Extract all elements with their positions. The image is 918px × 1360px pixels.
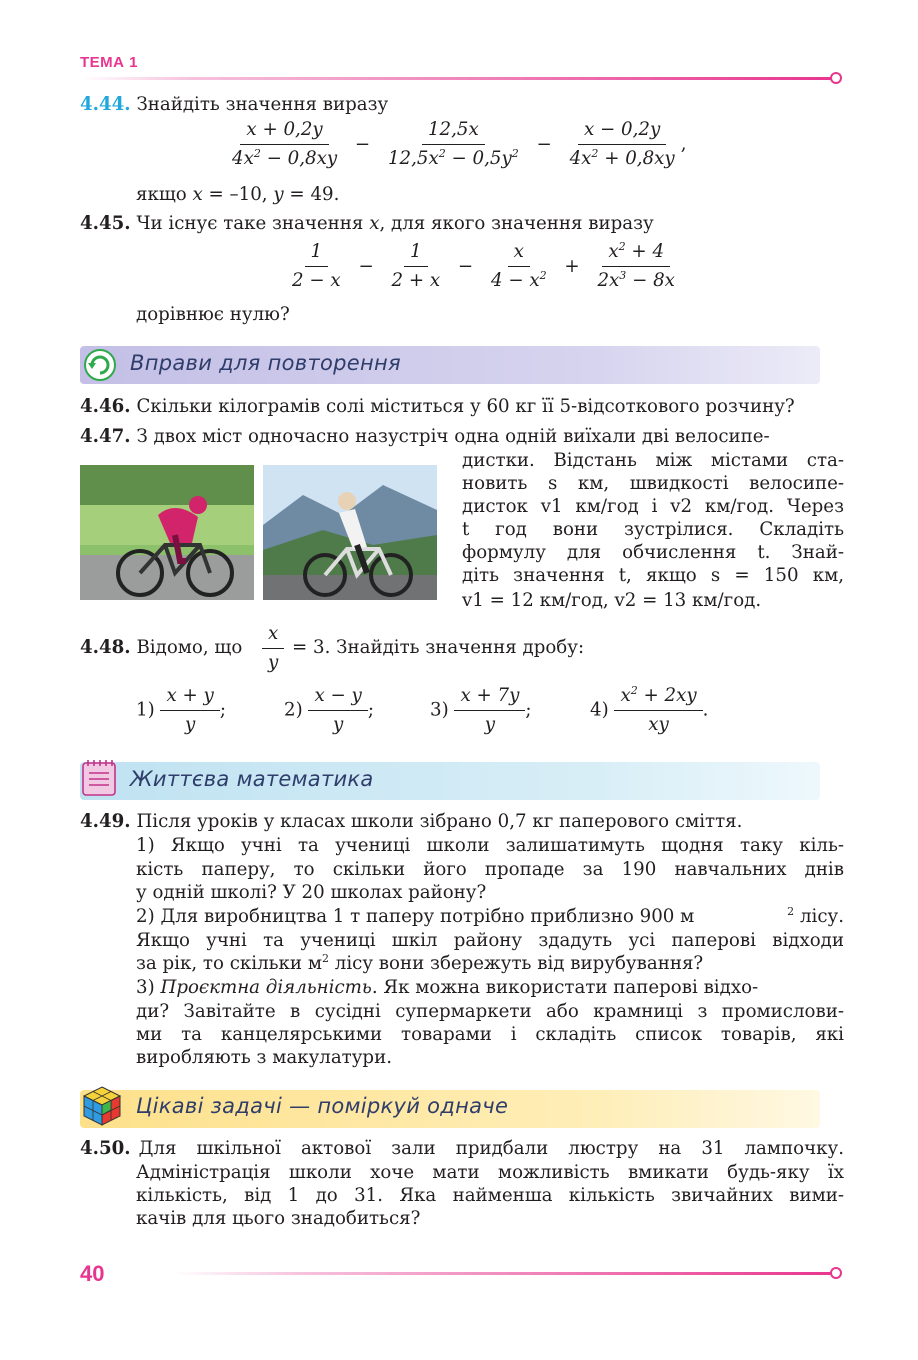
problem-4-45-end: дорівнює нулю? [136,304,290,325]
footer-rule [172,1272,832,1275]
problem-4-48-text: = 3. Знайдіть значення дробу: [292,637,585,658]
problem-4-44-condition: якщо x = –10, y = 49. [136,184,340,205]
problem-4-49-line-2: 1) Якщо учні та учениці школи залишатимуть щодня таку кіль- [136,835,844,856]
problem-4-47-line-2: дистки. Відстань між містами ста- [462,450,844,471]
problem-4-49-line-11: виробляють з макулатури. [136,1047,392,1068]
section-title: Цікаві задачі — поміркуй одначе [136,1094,509,1118]
problem-text: Знайдіть значення виразу [136,94,389,115]
problem-4-46: 4.46. Скільки кілограмів солі міститься у 60 кг її 5-відсоткового розчину? [80,396,795,417]
section-title: Вправи для повторення [130,351,401,375]
footer-rule-end [830,1267,842,1279]
problem-4-49-line-6: Якщо учні та учениці шкіл району здадуть усі паперові відходи [136,930,844,951]
fraction-1: $\frac{1}{2 - x}$ [292,241,341,291]
page-number: 40 [80,1261,105,1286]
problem-4-49-line-8: 3) Проєктна діяльність. Як можна використати паперові відхо- [136,977,759,998]
problem-4-49-line-5: 2) Для виробництва 1 т паперу потрібно приблизно 900 м $^2$ лісу. [136,905,844,927]
fraction-2: $\frac{12,5x}{12,5x^2 - 0,5y^2}$ [387,119,519,169]
fraction-3: $\frac{x}{4 - x^2}$ [490,241,547,291]
problem-4-47-line-7: діть значення t, якщо s = 150 км, [462,565,844,586]
problem-4-47-line-6: формулу для обчислення t. Знай- [462,542,844,563]
problem-4-49-line-7: за рік, то скільки $м^2$ лісу вони збережуть від вирубування? [136,952,704,974]
refresh-icon [82,348,118,382]
problem-number: 4.45. [80,213,131,234]
notebook-icon [80,757,118,797]
problem-4-44-header [80,93,388,117]
problem-4-50-header: 4.50. Для шкільної актової зали придбали люстру на 31 лампочку. [80,1138,844,1159]
problem-4-48-header: 4.48. Відомо, що [80,637,243,658]
problem-number: 4.44. [80,94,131,115]
fraction-3: $\frac{x - 0,2y}{4x^2 + 0,8xy}$ [569,119,675,169]
problem-4-47-first-line: 4.47. З двох міст одночасно назустріч одна одній виїхали дві велосипе- [80,426,770,447]
fraction-4: $\frac{x^2 + 4}{2x^3 - 8x}$ [597,240,675,291]
header-rule [80,77,832,80]
problem-4-50-line-4: качів для цього знадобиться? [136,1208,421,1229]
section-title: Життєва математика [130,767,374,791]
option-1: 1) $\frac{x + y}{y}$ ; [136,685,226,735]
known-fraction: $\frac{x}{y}$ [262,622,284,675]
option-2: 2) $\frac{x - y}{y}$ ; [284,685,374,735]
fraction-1: $\frac{x + 0,2y}{4x^2 - 0,8xy}$ [232,119,338,169]
problem-4-47-line-8: v1 = 12 км/год, v2 = 13 км/год. [462,590,762,611]
option-4: 4) $\frac{x^2 + 2xy}{xy}$ . [590,684,709,735]
cyclist-photo-1 [80,465,254,600]
problem-4-49-line-10: ми та канцелярськими товарами і складіть список товарів, які [136,1024,844,1045]
fraction-2: $\frac{1}{2 + x}$ [391,241,441,291]
problem-4-49-line-3: кість паперу, то скільки його пропаде за 190 навчальних днів [136,859,844,880]
expression-4-45: $\frac{1}{2 - x}$ − $\frac{1}{2 + x}$ − $\frac{x}{4 - x^2}$ + $\frac{x^2 + 4}{2x^3 - 8x}$ [286,240,681,293]
problem-4-47-line-3: новить s км, швидкості велосипе- [462,473,844,494]
problem-4-47-line-5: t год вони зустрілися. Складіть [462,519,844,540]
problem-4-49-line-9: ди? Завітайте в сусідні супермаркети або крамниці з промислови- [136,1001,844,1022]
problem-4-47-line-4: дисток v1 км/год і v2 км/год. Через [462,496,844,517]
topic-label: ТЕМА 1 [80,54,139,71]
problem-4-50-line-3: кількість, від 1 до 31. Яка найменша кількість звичайних вими- [136,1185,844,1206]
cyclist-photo-2 [263,465,437,600]
option-3: 3) $\frac{x + 7y}{y}$ ; [430,685,532,735]
rubiks-cube-icon [80,1084,124,1128]
problem-4-49-line-4: у одній школі? У 20 школах району? [136,882,487,903]
problem-4-49-header: 4.49. Після уроків у класах школи зібрано 0,7 кг паперового сміття. [80,811,743,832]
header-rule-end [830,72,842,84]
problem-4-45-header: 4.45. Чи існує таке значення x, для якого значення виразу [80,213,654,234]
problem-4-50-line-2: Адміністрація школи хоче мати можливість вмикати будь-яку їх [136,1162,844,1183]
expression-4-44: $\frac{x + 0,2y}{4x^2 - 0,8xy}$ − $\frac{12,5x}{12,5x^2 - 0,5y^2}$ − $\frac{x - 0,2y}{4x^2 + 0,8xy}$ , [226,118,686,171]
